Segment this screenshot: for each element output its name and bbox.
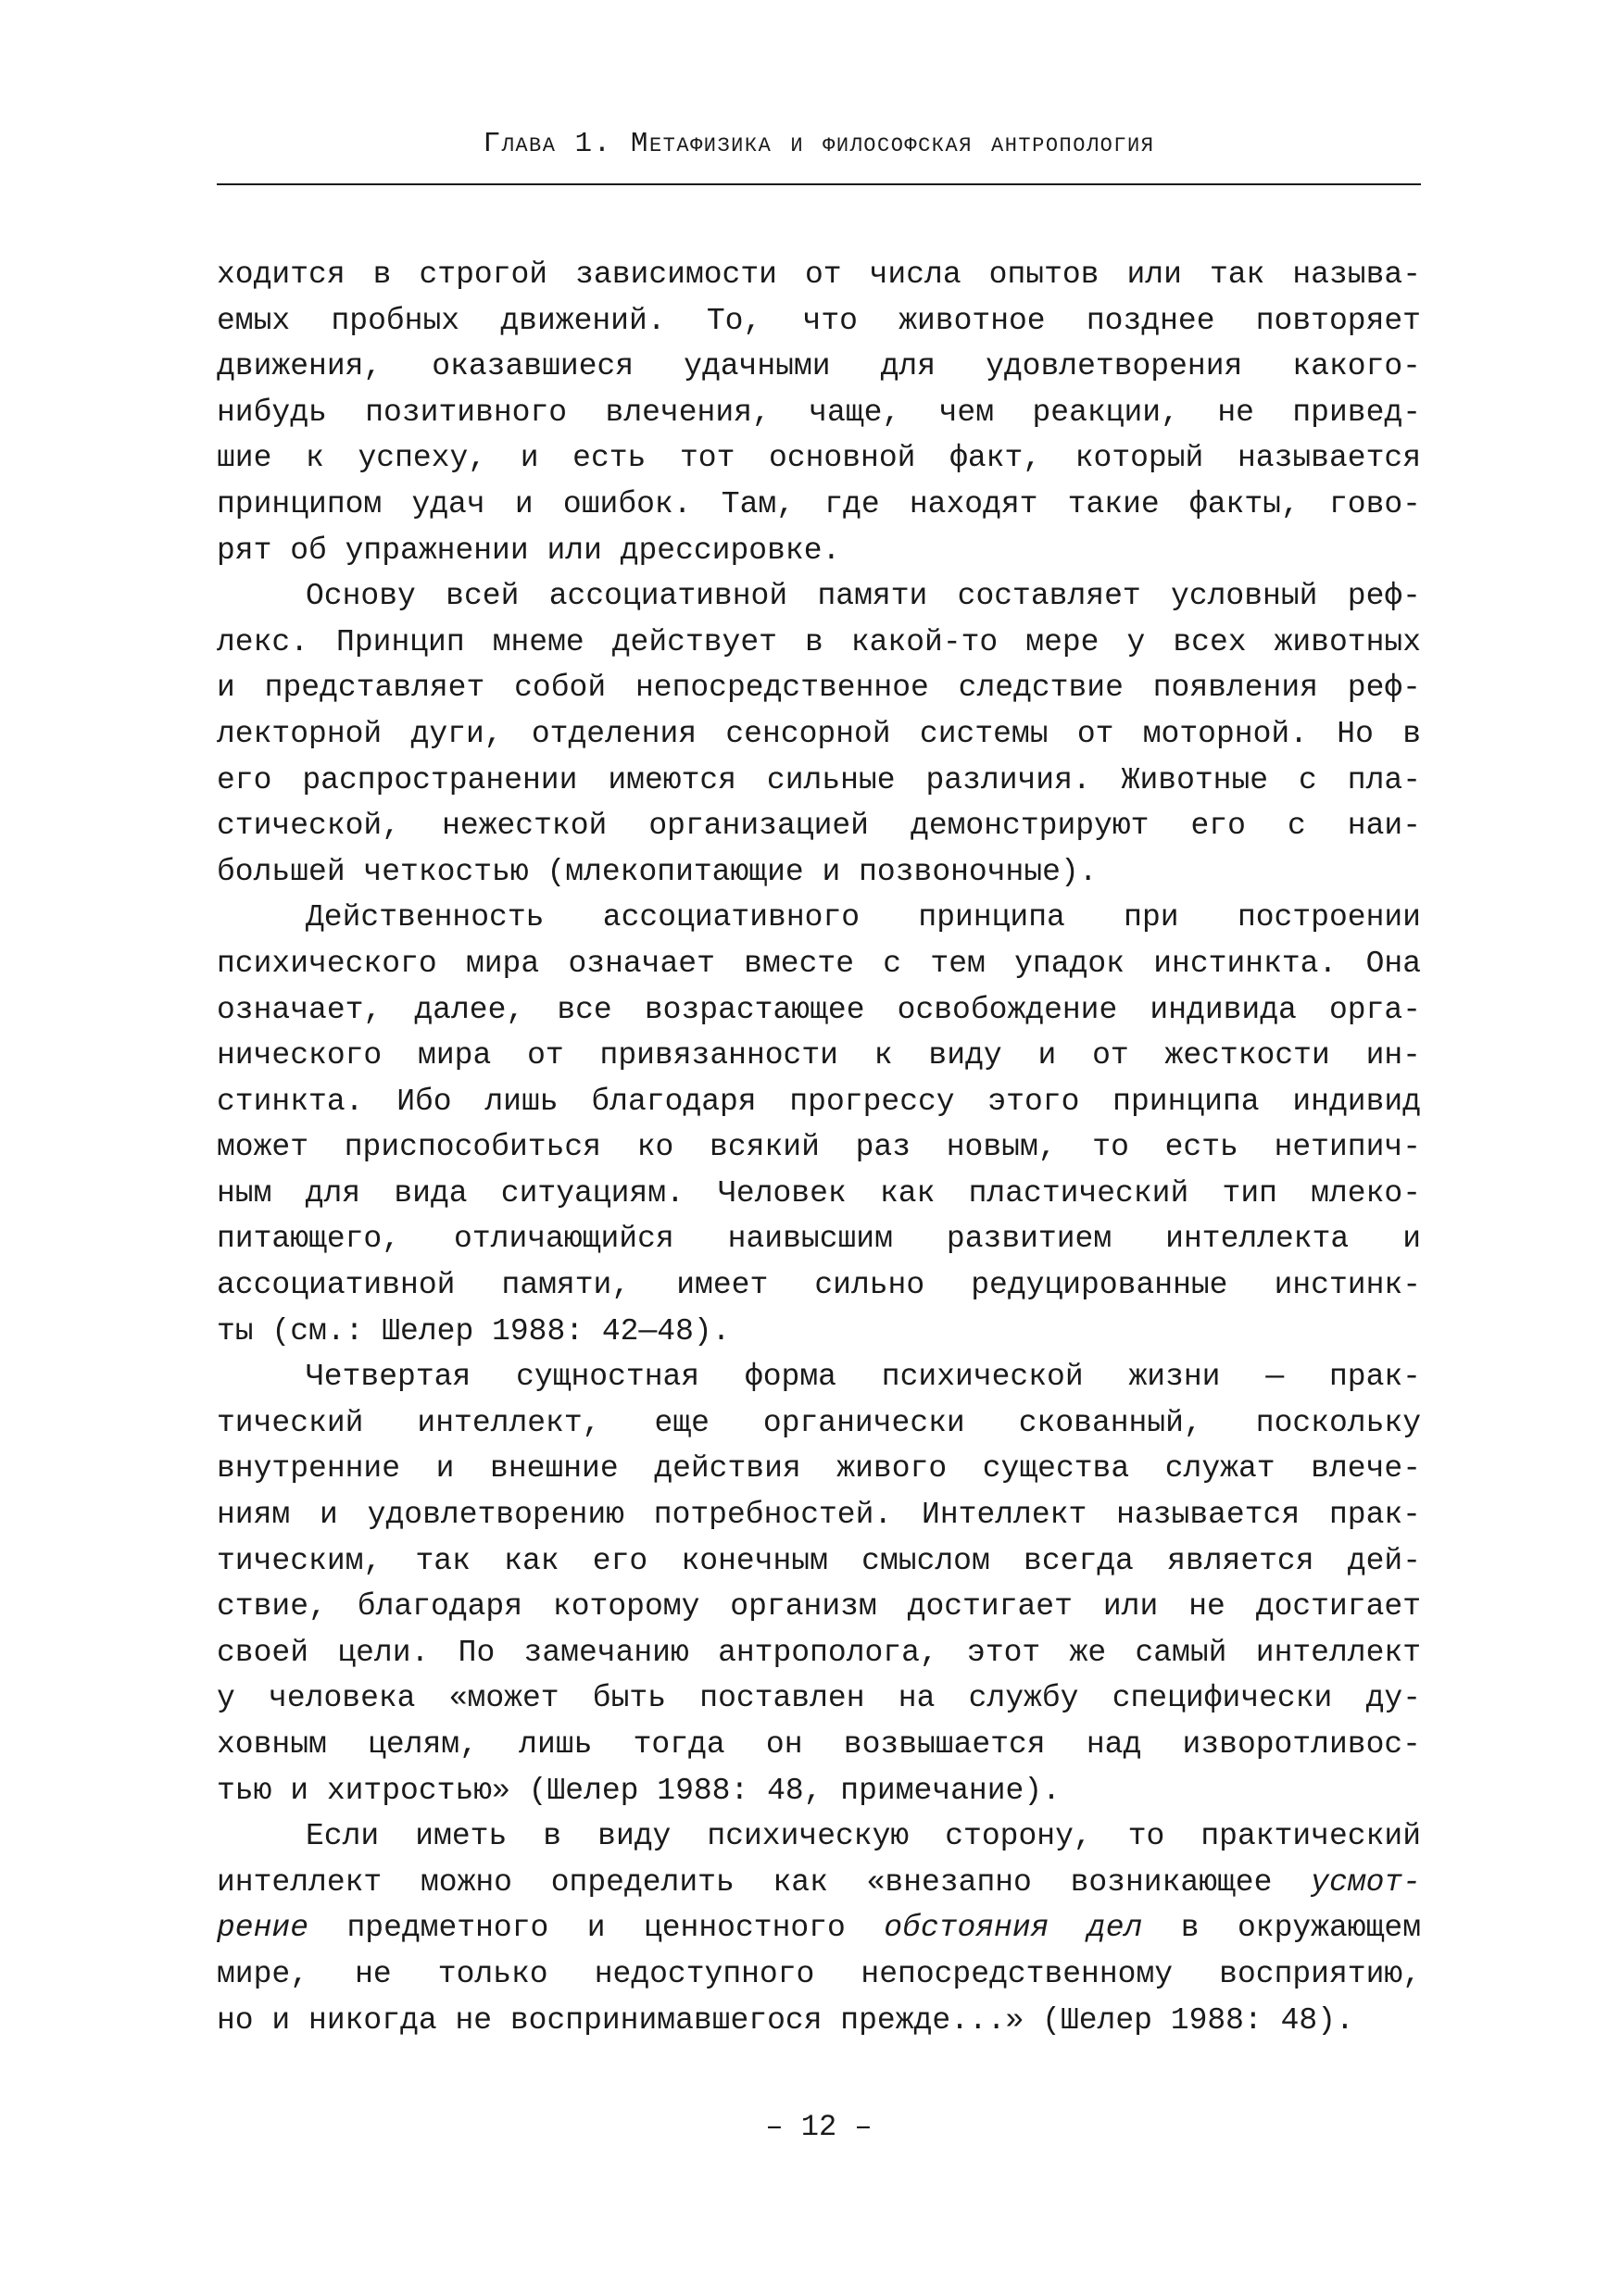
text-line: ниям и удовлетворению потребностей. Интеллект называется прак- <box>217 1498 1421 1533</box>
text-line: нибудь позитивного влечения, чаще, чем реакции, не привед- <box>217 395 1421 430</box>
text-line: принципом удач и ошибок. Там, где находят такие факты, гово- <box>217 486 1421 521</box>
text-line: его распространении имеются сильные различия. Животные с пла- <box>217 762 1421 797</box>
paragraph <box>217 895 1421 1354</box>
text-line: ассоциативной памяти, имеет сильно редуцированные инстинк- <box>217 1268 1421 1303</box>
text-line: внутренние и внешние действия живого существа служат влече- <box>217 1451 1421 1487</box>
text-line: тью и хитростью» (Шелер 1988: 48, примечание). <box>217 1773 1061 1808</box>
text-line: лекс. Принцип мнеме действует в какой-то мере у всех животных <box>217 624 1421 659</box>
text-line: своей цели. По замечанию антрополога, этот же самый интеллект <box>217 1635 1421 1670</box>
text-line: означает, далее, все возрастающее освобождение индивида орга- <box>217 992 1421 1027</box>
text-line: Если иметь в виду психическую сторону, то практический <box>306 1819 1421 1854</box>
text-line: емых пробных движений. То, что животное позднее повторяет <box>217 303 1421 338</box>
text-line: питающего, отличающийся наивысшим развитием интеллекта и <box>217 1222 1421 1257</box>
text-line <box>217 1905 1421 1951</box>
text-line: мире, не только недоступного непосредственному восприятию, <box>217 1956 1421 1991</box>
text-line: ты (см.: Шелер 1988: 42—48). <box>217 1313 731 1349</box>
text-line <box>217 1860 1421 1906</box>
text-span: в окружающем <box>1180 1911 1421 1946</box>
header-rule <box>217 183 1421 185</box>
text-line: ствие, благодаря которому организм достигает или не достигает <box>217 1589 1421 1625</box>
text-span: интеллект можно определить как «внезапно возникающее <box>217 1864 1273 1900</box>
italic-term: рение <box>217 1911 309 1946</box>
paragraph <box>217 573 1421 895</box>
text-line: но и никогда не воспринимавшегося прежде...» (Шелер 1988: 48). <box>217 2002 1354 2038</box>
text-line: психического мира означает вместе с тем упадок инстинкта. Она <box>217 946 1421 981</box>
text-line: тический интеллект, еще органически скованный, поскольку <box>217 1405 1421 1440</box>
text-line: ным для вида ситуациям. Человек как пластический тип млеко- <box>217 1175 1421 1211</box>
paragraph <box>217 252 1421 573</box>
text-line: Основу всей ассоциативной памяти составляет условный реф- <box>306 579 1421 614</box>
body-text <box>217 252 1421 2043</box>
text-line: ховным целям, лишь тогда он возвышается над изворотливос- <box>217 1727 1421 1762</box>
text-line: Действенность ассоциативного принципа при построении <box>306 900 1421 935</box>
text-line: может приспособиться ко всякий раз новым, то есть нетипич- <box>217 1130 1421 1165</box>
text-line: шие к успеху, и есть тот основной факт, который называется <box>217 441 1421 476</box>
text-line: большей четкостью (млекопитающие и позвоночные). <box>217 854 1098 889</box>
paragraph <box>217 1813 1421 2043</box>
text-line: нического мира от привязанности к виду и от жесткости ин- <box>217 1038 1421 1073</box>
text-line: и представляет собой непосредственное следствие появления реф- <box>217 671 1421 706</box>
italic-term: усмот- <box>1311 1864 1421 1900</box>
running-head: Глава 1. Метафизика и философская антропология <box>483 128 1155 160</box>
italic-term: обстояния дел <box>884 1911 1143 1946</box>
paragraph <box>217 1354 1421 1813</box>
text-span: предметного и ценностного <box>346 1911 846 1946</box>
text-line: Четвертая сущностная форма психической жизни — прак- <box>306 1360 1421 1395</box>
text-line: тическим, так как его конечным смыслом всегда является дей- <box>217 1543 1421 1578</box>
text-line: ходится в строгой зависимости от числа опытов или так называ- <box>217 257 1421 292</box>
text-line: у человека «может быть поставлен на службу специфически ду- <box>217 1681 1421 1716</box>
text-line: стинкта. Ибо лишь благодаря прогрессу этого принципа индивид <box>217 1084 1421 1119</box>
text-line: лекторной дуги, отделения сенсорной системы от моторной. Но в <box>217 716 1421 751</box>
text-line: рят об упражнении или дрессировке. <box>217 533 841 568</box>
page-number: – 12 – <box>765 2110 873 2144</box>
text-line: движения, оказавшиеся удачными для удовлетворения какого- <box>217 349 1421 384</box>
text-line: стической, нежесткой организацией демонстрируют его с наи- <box>217 809 1421 844</box>
